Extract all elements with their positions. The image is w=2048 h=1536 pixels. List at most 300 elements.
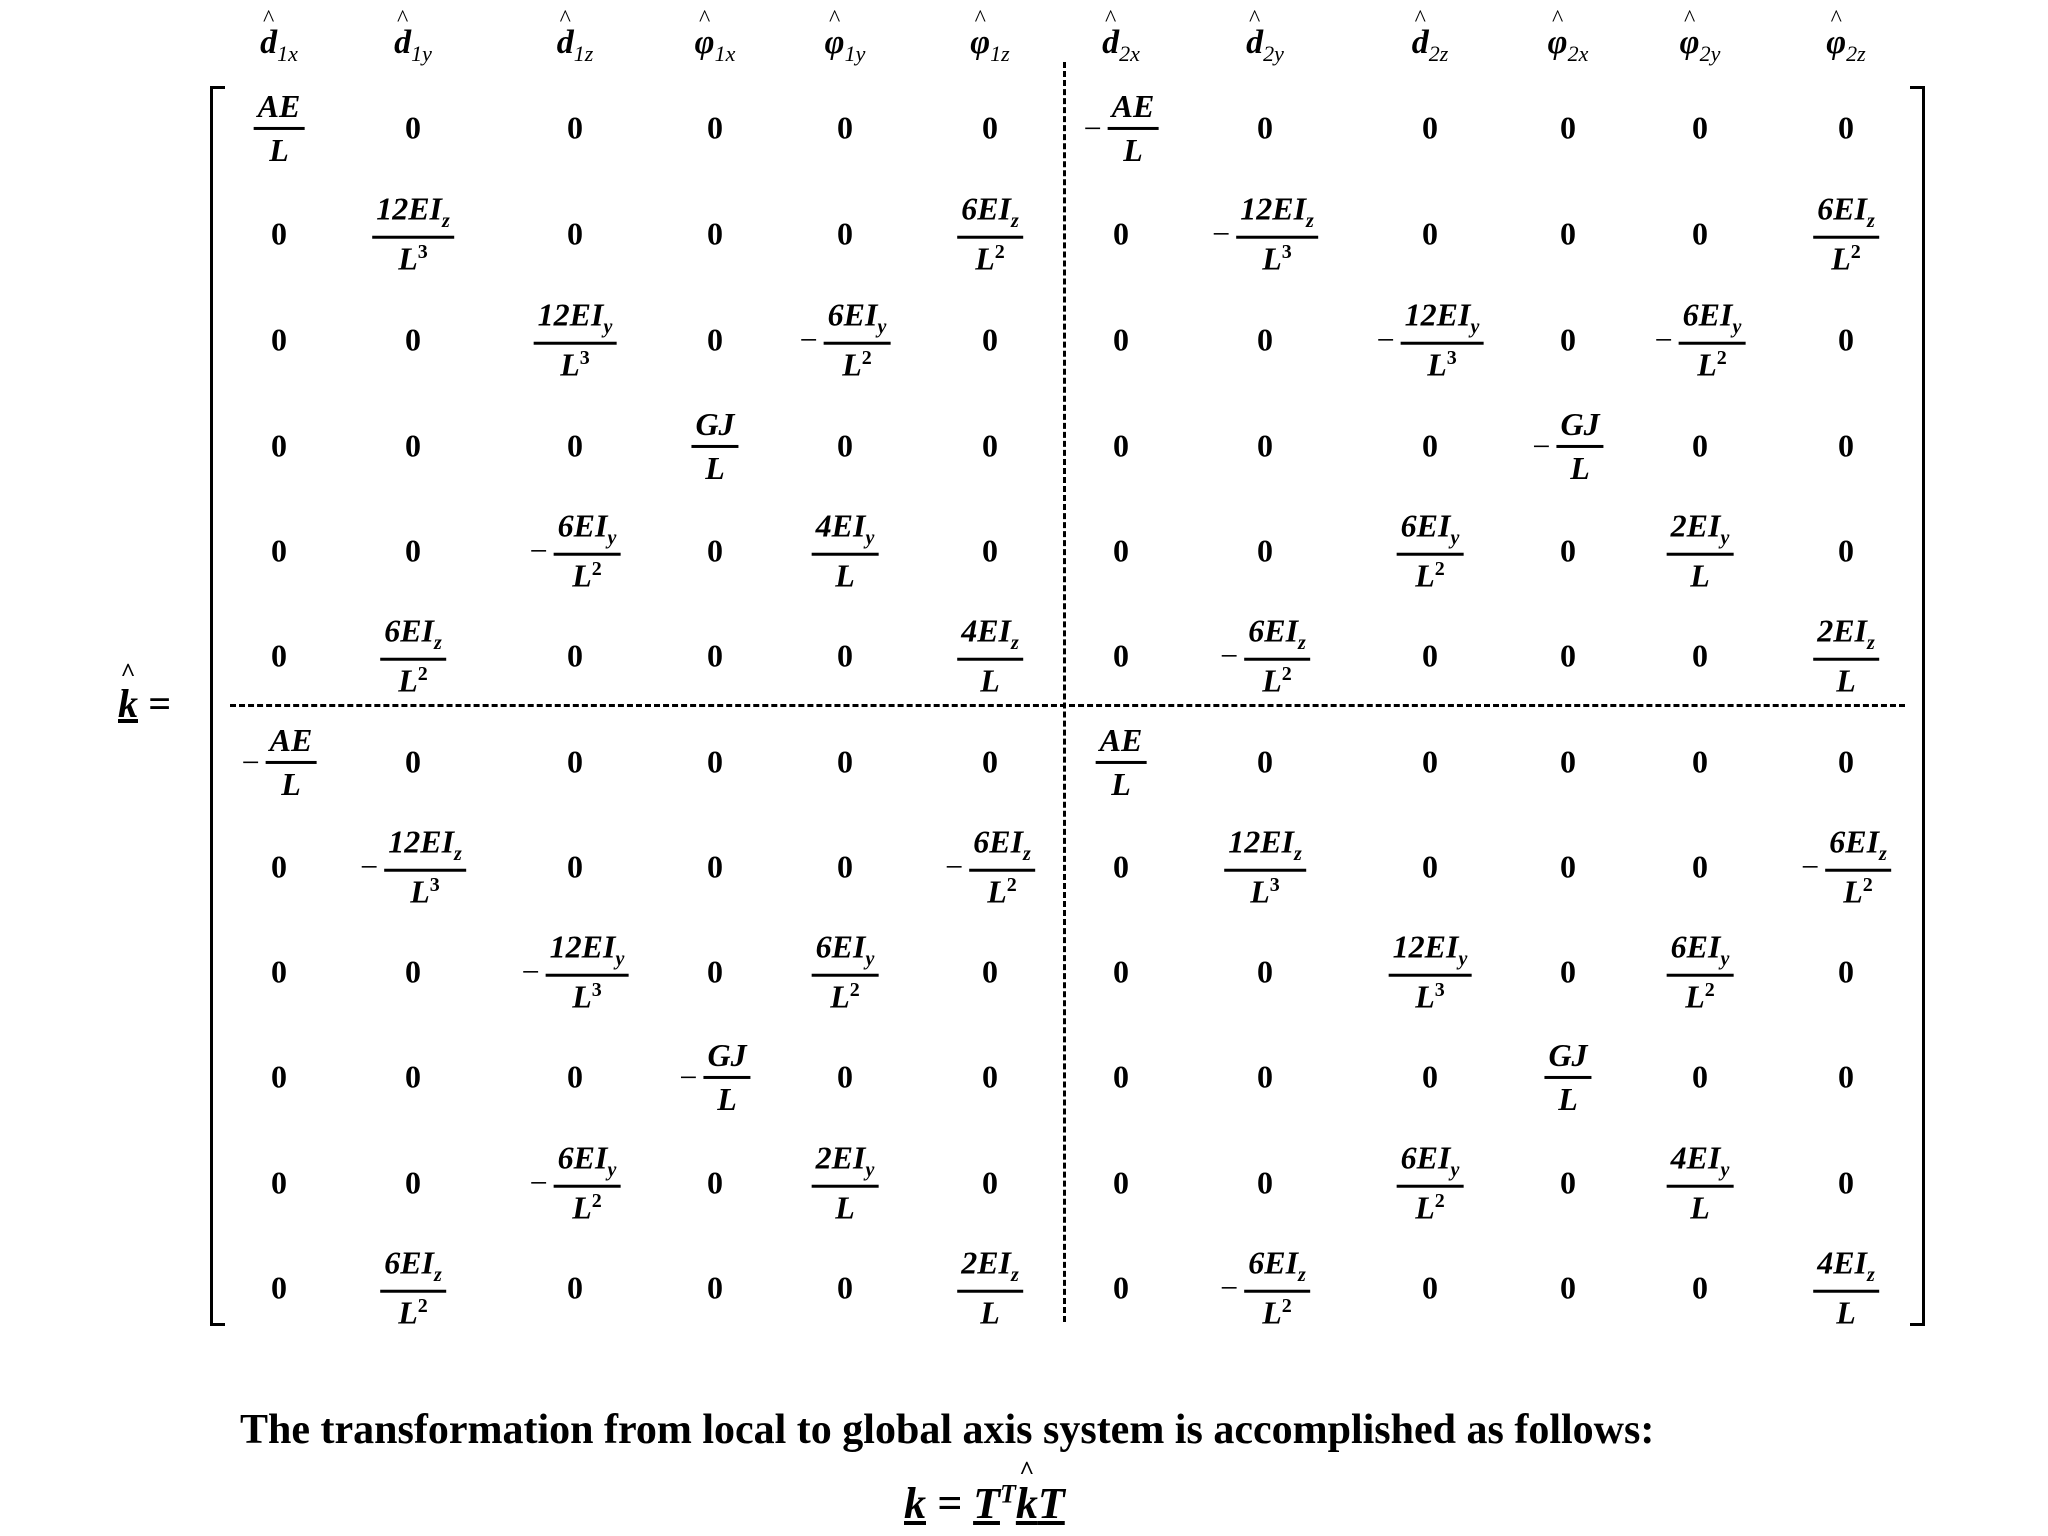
zero-entry: 0: [405, 109, 421, 146]
matrix-entry-r10-c1: [271, 1059, 287, 1096]
column-header-2x: [1102, 24, 1140, 67]
zero-entry: 0: [405, 953, 421, 990]
matrix-entry-r8-c11: [1692, 849, 1708, 886]
numerator: $6EI_y$: [1667, 930, 1734, 977]
matrix-entry-r11-c6: [982, 1165, 998, 1202]
matrix-entry-r2-c11: [1692, 216, 1708, 253]
matrix-entry-r2-c10: [1560, 216, 1576, 253]
denominator: $L^3$: [572, 978, 602, 1015]
zero-entry: 0: [707, 848, 723, 885]
matrix-entry-r5-c1: [271, 533, 287, 570]
matrix-entry-r12-c8: [1220, 1246, 1310, 1331]
minus-sign: −: [1220, 1269, 1239, 1306]
fraction: [957, 1246, 1023, 1331]
zero-entry: 0: [982, 1164, 998, 1201]
matrix-entry-r7-c11: [1692, 744, 1708, 781]
column-header-2z: [1412, 24, 1449, 67]
zero-entry: 0: [1422, 427, 1438, 464]
matrix-entry-r11-c10: [1560, 1165, 1576, 1202]
matrix-entry-r4-c3: [567, 428, 583, 465]
zero-entry: 0: [405, 427, 421, 464]
zero-entry: 0: [982, 321, 998, 358]
column-header-1x: [260, 24, 298, 67]
matrix-entry-r7-c1: [242, 723, 317, 801]
zero-entry: 0: [1560, 1164, 1576, 1201]
matrix-entry-r10-c2: [405, 1059, 421, 1096]
zero-entry: 0: [1692, 743, 1708, 780]
matrix-entry-r10-c10: [1544, 1038, 1591, 1116]
zero-entry: 0: [567, 427, 583, 464]
matrix-entry-r3-c8: [1257, 322, 1273, 359]
denominator: $L^3$: [398, 240, 428, 277]
minus-sign: −: [945, 848, 964, 885]
zero-entry: 0: [405, 743, 421, 780]
zero-entry: 0: [707, 1269, 723, 1306]
matrix-entry-r3-c10: [1560, 322, 1576, 359]
minus-sign: −: [799, 321, 818, 358]
zero-entry: 0: [982, 532, 998, 569]
matrix-entry-r8-c2: [360, 825, 466, 910]
zero-entry: 0: [982, 743, 998, 780]
numerator: $6EI_y$: [812, 930, 879, 977]
zero-entry: 0: [1113, 1269, 1129, 1306]
column-header-2z: [1826, 24, 1865, 67]
header-subscript: 1z: [990, 40, 1010, 66]
zero-entry: 0: [1113, 1164, 1129, 1201]
matrix-entry-r2-c6: [957, 192, 1023, 277]
header-subscript: 1y: [844, 40, 866, 66]
zero-entry: 0: [1560, 321, 1576, 358]
fraction: [1244, 1246, 1310, 1331]
eq-equals: =: [937, 1479, 963, 1528]
matrix-entry-r5-c5: [812, 509, 879, 594]
fraction: [1813, 614, 1879, 699]
matrix-entry-r10-c4: [679, 1038, 750, 1116]
zero-entry: 0: [271, 1164, 287, 1201]
matrix-entry-r2-c3: [567, 216, 583, 253]
minus-sign: −: [679, 1058, 698, 1095]
matrix-entry-r10-c8: [1257, 1059, 1273, 1096]
zero-entry: 0: [1257, 743, 1273, 780]
matrix-entry-r12-c2: [380, 1246, 446, 1331]
zero-entry: 0: [1560, 109, 1576, 146]
minus-sign: −: [1212, 215, 1231, 252]
numerator: $6EI_y$: [824, 298, 891, 345]
fraction: [1244, 614, 1310, 699]
zero-entry: 0: [405, 1058, 421, 1095]
matrix-entry-r8-c3: [567, 849, 583, 886]
denominator: $L^3$: [1415, 978, 1445, 1015]
numerator: $6EI_y$: [554, 509, 621, 556]
numerator: AE: [1108, 89, 1159, 130]
numerator: $4EI_y$: [1667, 1141, 1734, 1188]
zero-entry: 0: [567, 848, 583, 885]
zero-entry: 0: [1113, 532, 1129, 569]
fraction: [824, 298, 891, 383]
matrix-entry-r1-c10: [1560, 110, 1576, 147]
matrix-entry-r4-c11: [1692, 428, 1708, 465]
fraction: [534, 298, 617, 383]
numerator: $6EI_z$: [1244, 614, 1310, 661]
zero-entry: 0: [1692, 215, 1708, 252]
fraction: [1401, 298, 1484, 383]
k-hat-symbol: ^ k: [118, 680, 138, 727]
matrix-entry-r2-c2: [372, 192, 454, 277]
matrix-entry-r6-c2: [380, 614, 446, 699]
zero-entry: 0: [271, 848, 287, 885]
matrix-entry-r3-c1: [271, 322, 287, 359]
caption-text: The transformation from local to global axis system is accomplished as follows:: [240, 1407, 1655, 1453]
matrix-entry-r4-c5: [837, 428, 853, 465]
fraction: [957, 192, 1023, 277]
matrix-entry-r8-c10: [1560, 849, 1576, 886]
zero-entry: 0: [707, 109, 723, 146]
fraction: [1667, 930, 1734, 1015]
minus-sign: −: [1083, 109, 1102, 146]
denominator: L: [1123, 131, 1143, 168]
matrix-entry-r5-c2: [405, 533, 421, 570]
eq-transpose-sup: T: [999, 1479, 1016, 1509]
matrix-entry-r5-c9: [1397, 509, 1464, 594]
denominator: $L^2$: [398, 1294, 428, 1331]
matrix-entry-r12-c4: [707, 1270, 723, 1307]
matrix-entry-r2-c7: [1113, 216, 1129, 253]
numerator: $6EI_y$: [1397, 509, 1464, 556]
numerator: AE: [266, 723, 317, 764]
zero-entry: 0: [271, 427, 287, 464]
matrix-entry-r1-c9: [1422, 110, 1438, 147]
fraction: [1667, 1141, 1734, 1226]
header-symbol: ^ φ: [695, 24, 715, 62]
zero-entry: 0: [707, 532, 723, 569]
denominator: L: [717, 1080, 737, 1117]
header-symbol: ^ d: [1246, 24, 1263, 62]
column-header-1z: [970, 24, 1009, 67]
matrix-entry-r12-c5: [837, 1270, 853, 1307]
matrix-entry-r7-c10: [1560, 744, 1576, 781]
zero-entry: 0: [1560, 637, 1576, 674]
numerator: $6EI_y$: [1679, 298, 1746, 345]
fraction: [1679, 298, 1746, 383]
matrix-entry-r11-c2: [405, 1165, 421, 1202]
header-symbol: ^ d: [1102, 24, 1119, 62]
numerator: GJ: [1556, 407, 1603, 448]
zero-entry: 0: [271, 532, 287, 569]
fraction: [1544, 1038, 1591, 1116]
numerator: $12EI_z$: [372, 192, 454, 239]
column-header-1z: [557, 24, 594, 67]
zero-entry: 0: [405, 321, 421, 358]
denominator: L: [980, 662, 1000, 699]
matrix-entry-r11-c5: [812, 1141, 879, 1226]
zero-entry: 0: [1560, 215, 1576, 252]
equals-sign: =: [148, 681, 171, 726]
denominator: L: [1111, 765, 1131, 802]
zero-entry: 0: [1838, 532, 1854, 569]
denominator: $L^2$: [1415, 557, 1445, 594]
minus-sign: −: [360, 848, 379, 885]
numerator: $6EI_z$: [957, 192, 1023, 239]
fraction: [546, 930, 629, 1015]
numerator: $6EI_z$: [1813, 192, 1879, 239]
matrix-entry-r3-c9: [1377, 298, 1484, 383]
matrix-entry-r12-c11: [1692, 1270, 1708, 1307]
denominator: L: [1558, 1080, 1578, 1117]
numerator: $12EI_z$: [384, 825, 466, 872]
zero-entry: 0: [271, 637, 287, 674]
numerator: $2EI_y$: [1667, 509, 1734, 556]
matrix-entry-r10-c12: [1838, 1059, 1854, 1096]
zero-entry: 0: [1560, 532, 1576, 569]
fraction: [254, 89, 305, 167]
fraction: [703, 1038, 750, 1116]
header-subscript: 2x: [1119, 40, 1140, 66]
matrix-entry-r3-c11: [1655, 298, 1746, 383]
matrix-entry-r8-c6: [945, 825, 1035, 910]
denominator: L: [835, 557, 855, 594]
fraction: [554, 1141, 621, 1226]
denominator: L: [1570, 449, 1590, 486]
zero-entry: 0: [271, 215, 287, 252]
zero-entry: 0: [837, 427, 853, 464]
fraction: [812, 1141, 879, 1226]
matrix-entry-r4-c12: [1838, 428, 1854, 465]
matrix-entry-r7-c5: [837, 744, 853, 781]
zero-entry: 0: [1422, 1269, 1438, 1306]
header-subscript: 2y: [1263, 40, 1284, 66]
matrix-entry-r6-c1: [271, 638, 287, 675]
zero-entry: 0: [1560, 743, 1576, 780]
minus-sign: −: [1376, 321, 1395, 358]
zero-entry: 0: [1422, 109, 1438, 146]
zero-entry: 0: [1422, 1058, 1438, 1095]
matrix-entry-r9-c12: [1838, 954, 1854, 991]
matrix-entry-r6-c7: [1113, 638, 1129, 675]
matrix-entry-r5-c7: [1113, 533, 1129, 570]
denominator: $L^2$: [398, 662, 428, 699]
numerator: $12EI_z$: [1236, 192, 1318, 239]
column-header-2y: [1680, 24, 1721, 67]
column-header-1x: [695, 24, 736, 67]
denominator: $L^2$: [1697, 346, 1727, 383]
header-symbol: ^ φ: [825, 24, 845, 62]
zero-entry: 0: [567, 743, 583, 780]
matrix-entry-r2-c1: [271, 216, 287, 253]
matrix-entry-r8-c9: [1422, 849, 1438, 886]
matrix-entry-r3-c5: [800, 298, 891, 383]
numerator: AE: [254, 89, 305, 130]
numerator: $6EI_z$: [1825, 825, 1891, 872]
zero-entry: 0: [1113, 848, 1129, 885]
header-subscript: 1z: [573, 40, 594, 66]
matrix-entry-r7-c6: [982, 744, 998, 781]
zero-entry: 0: [1422, 848, 1438, 885]
matrix-entry-r11-c11: [1667, 1141, 1734, 1226]
matrix-entry-r10-c9: [1422, 1059, 1438, 1096]
matrix-entry-r2-c8: [1212, 192, 1318, 277]
header-subscript: 1y: [411, 40, 432, 66]
column-header-1y: [825, 24, 866, 67]
matrix-entry-r5-c4: [707, 533, 723, 570]
denominator: L: [1690, 557, 1710, 594]
zero-entry: 0: [1113, 215, 1129, 252]
matrix-entry-r2-c12: [1813, 192, 1879, 277]
denominator: $L^2$: [1262, 1294, 1292, 1331]
denominator: L: [1836, 662, 1856, 699]
matrix-entry-r7-c7: [1096, 723, 1147, 801]
matrix-entry-r1-c11: [1692, 110, 1708, 147]
zero-entry: 0: [567, 637, 583, 674]
header-subscript: 1x: [714, 40, 736, 66]
matrix-entry-r9-c9: [1389, 930, 1472, 1015]
zero-entry: 0: [1692, 109, 1708, 146]
denominator: $L^3$: [1427, 346, 1457, 383]
matrix-entry-r6-c8: [1220, 614, 1310, 699]
fraction: [266, 723, 317, 801]
zero-entry: 0: [1838, 1164, 1854, 1201]
denominator: $L^2$: [975, 240, 1005, 277]
zero-entry: 0: [1692, 637, 1708, 674]
matrix-entry-r1-c1: [254, 89, 305, 167]
denominator: $L^3$: [410, 873, 440, 910]
denominator: $L^3$: [1250, 873, 1280, 910]
zero-entry: 0: [567, 1058, 583, 1095]
numerator: $6EI_z$: [380, 614, 446, 661]
matrix-entry-r6-c3: [567, 638, 583, 675]
fraction: [1236, 192, 1318, 277]
fraction: [380, 614, 446, 699]
matrix-entry-r3-c6: [982, 322, 998, 359]
matrix-entry-r1-c2: [405, 110, 421, 147]
fraction: [554, 509, 621, 594]
fraction: [1397, 509, 1464, 594]
matrix-entry-r6-c9: [1422, 638, 1438, 675]
zero-entry: 0: [1692, 427, 1708, 464]
zero-entry: 0: [982, 427, 998, 464]
fraction: [372, 192, 454, 277]
matrix-entry-r9-c7: [1113, 954, 1129, 991]
header-symbol: ^ φ: [970, 24, 990, 62]
matrix-entry-r11-c7: [1113, 1165, 1129, 1202]
matrix-entry-r10-c5: [837, 1059, 853, 1096]
zero-entry: 0: [1692, 1269, 1708, 1306]
matrix-entry-r5-c11: [1667, 509, 1734, 594]
fraction: [384, 825, 466, 910]
zero-entry: 0: [837, 637, 853, 674]
fraction: [1556, 407, 1603, 485]
matrix-entry-r12-c3: [567, 1270, 583, 1307]
zero-entry: 0: [271, 321, 287, 358]
matrix-entry-r5-c3: [530, 509, 621, 594]
matrix-entry-r5-c12: [1838, 533, 1854, 570]
denominator: $L^2$: [1831, 240, 1861, 277]
matrix-entry-r1-c8: [1257, 110, 1273, 147]
zero-entry: 0: [837, 215, 853, 252]
matrix-entry-r3-c7: [1113, 322, 1129, 359]
matrix-entry-r1-c7: [1084, 89, 1159, 167]
matrix-entry-r8-c7: [1113, 849, 1129, 886]
zero-entry: 0: [405, 532, 421, 569]
numerator: GJ: [1544, 1038, 1591, 1079]
matrix-entry-r9-c3: [522, 930, 629, 1015]
matrix-entry-r3-c12: [1838, 322, 1854, 359]
numerator: AE: [1096, 723, 1147, 764]
denominator: L: [1690, 1189, 1710, 1226]
denominator: $L^2$: [1415, 1189, 1445, 1226]
matrix-entry-r11-c3: [530, 1141, 621, 1226]
denominator: $L^2$: [572, 557, 602, 594]
fraction: [1096, 723, 1147, 801]
numerator: GJ: [703, 1038, 750, 1079]
denominator: $L^2$: [1262, 662, 1292, 699]
matrix-entry-r3-c4: [707, 322, 723, 359]
zero-entry: 0: [837, 109, 853, 146]
matrix-entry-r2-c4: [707, 216, 723, 253]
matrix-entry-r4-c8: [1257, 428, 1273, 465]
minus-sign: −: [529, 532, 548, 569]
zero-entry: 0: [982, 1058, 998, 1095]
zero-entry: 0: [1838, 321, 1854, 358]
zero-entry: 0: [567, 109, 583, 146]
matrix-entry-r5-c8: [1257, 533, 1273, 570]
zero-entry: 0: [1257, 532, 1273, 569]
minus-sign: −: [529, 1164, 548, 1201]
fraction: [1813, 1246, 1879, 1331]
matrix-entry-r9-c2: [405, 954, 421, 991]
numerator: $2EI_z$: [1813, 614, 1879, 661]
header-subscript: 2z: [1428, 40, 1449, 66]
minus-sign: −: [1801, 848, 1820, 885]
eq-t-transpose: T: [973, 1479, 1000, 1528]
numerator: $12EI_y$: [1389, 930, 1472, 977]
matrix-entry-r12-c1: [271, 1270, 287, 1307]
zero-entry: 0: [1257, 109, 1273, 146]
matrix-entry-r12-c12: [1813, 1246, 1879, 1331]
matrix-entry-r1-c12: [1838, 110, 1854, 147]
column-header-2x: [1548, 24, 1589, 67]
zero-entry: 0: [1113, 321, 1129, 358]
denominator: $L^2$: [1843, 873, 1873, 910]
zero-entry: 0: [567, 1269, 583, 1306]
numerator: $4EI_y$: [812, 509, 879, 556]
matrix-entry-r5-c10: [1560, 533, 1576, 570]
fraction: [1667, 509, 1734, 594]
numerator: $6EI_z$: [969, 825, 1035, 872]
header-symbol: ^ d: [1412, 24, 1429, 62]
zero-entry: 0: [1692, 1058, 1708, 1095]
matrix-entry-r12-c10: [1560, 1270, 1576, 1307]
matrix-entry-r8-c12: [1801, 825, 1891, 910]
matrix-entry-r9-c4: [707, 954, 723, 991]
matrix-entry-r6-c6: [957, 614, 1023, 699]
fraction: [957, 614, 1023, 699]
matrix-entry-r4-c9: [1422, 428, 1438, 465]
matrix-entry-r8-c1: [271, 849, 287, 886]
matrix-entry-r9-c8: [1257, 954, 1273, 991]
zero-entry: 0: [1113, 637, 1129, 674]
zero-entry: 0: [1113, 427, 1129, 464]
zero-entry: 0: [707, 953, 723, 990]
zero-entry: 0: [837, 1269, 853, 1306]
numerator: $6EI_y$: [554, 1141, 621, 1188]
zero-entry: 0: [1257, 1058, 1273, 1095]
header-symbol: ^ φ: [1826, 24, 1846, 62]
matrix-entry-r11-c9: [1397, 1141, 1464, 1226]
zero-entry: 0: [837, 1058, 853, 1095]
denominator: $L^2$: [842, 346, 872, 383]
denominator: L: [980, 1294, 1000, 1331]
fraction: [1813, 192, 1879, 277]
